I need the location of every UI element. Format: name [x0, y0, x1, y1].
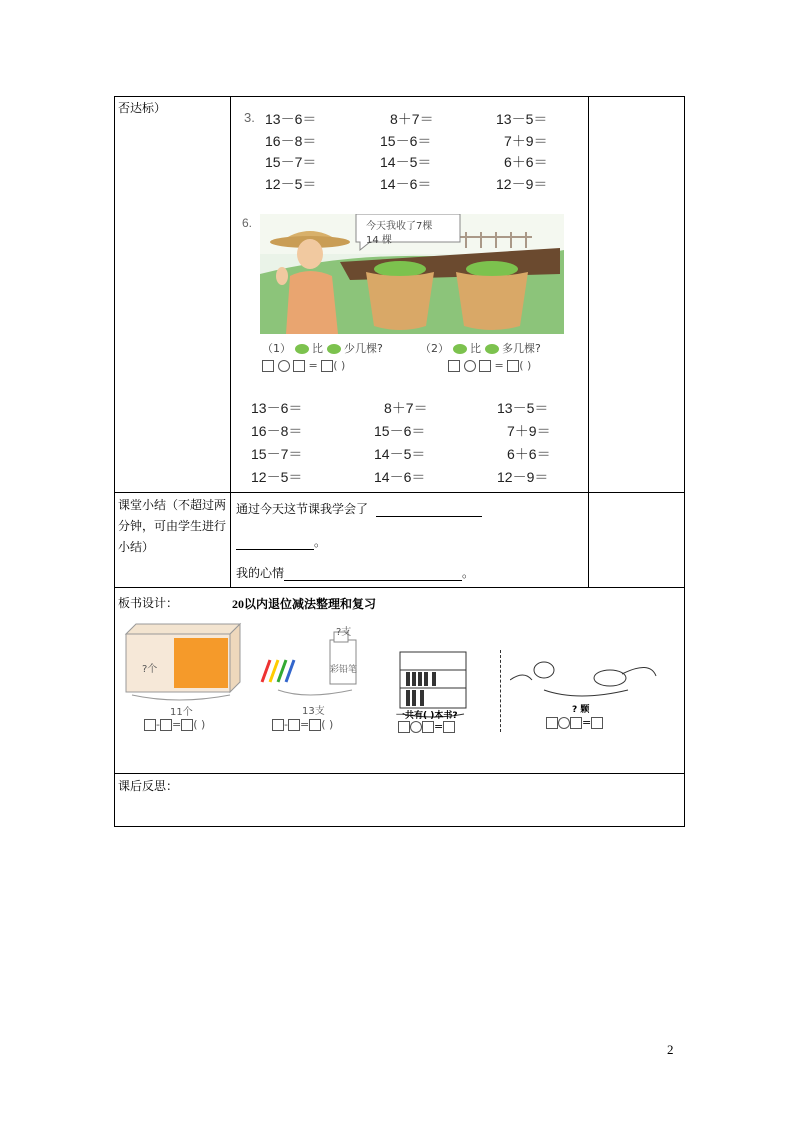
fig4-equation: =: [546, 716, 603, 729]
farmer-cabbage-illustration: [260, 214, 564, 334]
q2-number: （2）: [420, 342, 449, 355]
ex6-number: 6.: [242, 216, 253, 230]
row2-label: 课堂小结（不超过两分钟，可由学生进行小结）: [118, 498, 227, 554]
equation: 12－9＝: [497, 469, 549, 485]
equation: 15－7＝: [265, 154, 317, 170]
cabbage-icon: [327, 344, 341, 354]
paren: ( ): [519, 359, 532, 372]
carrot-box-figure: [118, 620, 242, 740]
equation: 13－5＝: [497, 400, 549, 416]
speech-bubble-line1: 今天我收了7棵: [366, 221, 433, 232]
q1-mid: 比: [312, 342, 323, 355]
q2-mid: 比: [470, 342, 481, 355]
row1-label: 否达标）: [118, 101, 167, 115]
row4-label: 课后反思：: [118, 779, 179, 793]
equation: 12－9＝: [496, 176, 548, 192]
equation: 13－5＝: [496, 111, 548, 127]
cabbage-icon: [295, 344, 309, 354]
summary-line-2: [236, 533, 326, 550]
mood-line: [236, 564, 474, 581]
fig1-total: 11个: [170, 707, 193, 718]
equation: 6＋6＝: [504, 154, 548, 170]
equation: 8＋7＝: [390, 111, 434, 127]
fig1-question: ?个: [142, 664, 158, 675]
equation: 8＋7＝: [384, 400, 428, 416]
equation: 16－8＝: [265, 133, 317, 149]
equation: 13－6＝: [265, 111, 317, 127]
bookshelf-figure: [394, 648, 490, 738]
fig3-equation: =: [398, 720, 455, 733]
summary-line: [236, 500, 482, 517]
answer-template-2: = ( ): [448, 359, 531, 372]
dashed-divider: [500, 650, 501, 732]
fig2-equation: - = ( ): [272, 718, 333, 731]
blank-line: [376, 504, 482, 517]
equation: 15－7＝: [251, 446, 303, 462]
summary-text: 通过今天这节课我学会了: [236, 502, 369, 516]
equation: 16－8＝: [251, 423, 303, 439]
equation: 14－5＝: [374, 446, 426, 462]
fig4-caption: ? 颗: [572, 705, 590, 715]
cabbage-icon: [453, 344, 467, 354]
board-title: 20以内退位减法整理和复习: [232, 597, 377, 611]
fig2-box-label: 彩铅笔: [330, 665, 358, 675]
page-number: 2: [667, 1042, 674, 1057]
question-2: [420, 340, 541, 356]
period: 。: [314, 535, 327, 549]
speech-bubble-line2: 14 棵: [366, 235, 392, 246]
fig2-question: ?支: [336, 627, 352, 638]
fig3-caption: 一共有( )本书?: [396, 711, 458, 721]
blank-line: [236, 537, 314, 550]
q1-number: （1）: [262, 342, 291, 355]
ex3-number: 3.: [244, 110, 255, 125]
mood-label: 我的心情: [236, 566, 285, 580]
paren: ( ): [333, 359, 346, 372]
equation: 12－5＝: [251, 469, 303, 485]
equation: 15－6＝: [374, 423, 426, 439]
q2-end: 多几棵?: [502, 342, 541, 355]
squirrel-figure: [510, 650, 660, 740]
period: 。: [462, 566, 475, 580]
q1-end: 少几棵?: [344, 342, 383, 355]
equation: 6＋6＝: [507, 446, 551, 462]
equation: 14－5＝: [380, 154, 432, 170]
blank-line: [284, 568, 462, 581]
equation: 7＋9＝: [504, 133, 548, 149]
equation: 12－5＝: [265, 176, 317, 192]
pencil-box-figure: [256, 620, 366, 740]
question-1: [262, 340, 383, 356]
equation: 15－6＝: [380, 133, 432, 149]
equation: 14－6＝: [380, 176, 432, 192]
fig1-equation: - = ( ): [144, 718, 205, 731]
row3-label: 板书设计：: [118, 596, 179, 610]
equation: 13－6＝: [251, 400, 303, 416]
equation: 14－6＝: [374, 469, 426, 485]
cabbage-icon: [485, 344, 499, 354]
answer-template-1: = ( ): [262, 359, 345, 372]
equation: 7＋9＝: [507, 423, 551, 439]
fig2-total: 13支: [302, 706, 325, 717]
